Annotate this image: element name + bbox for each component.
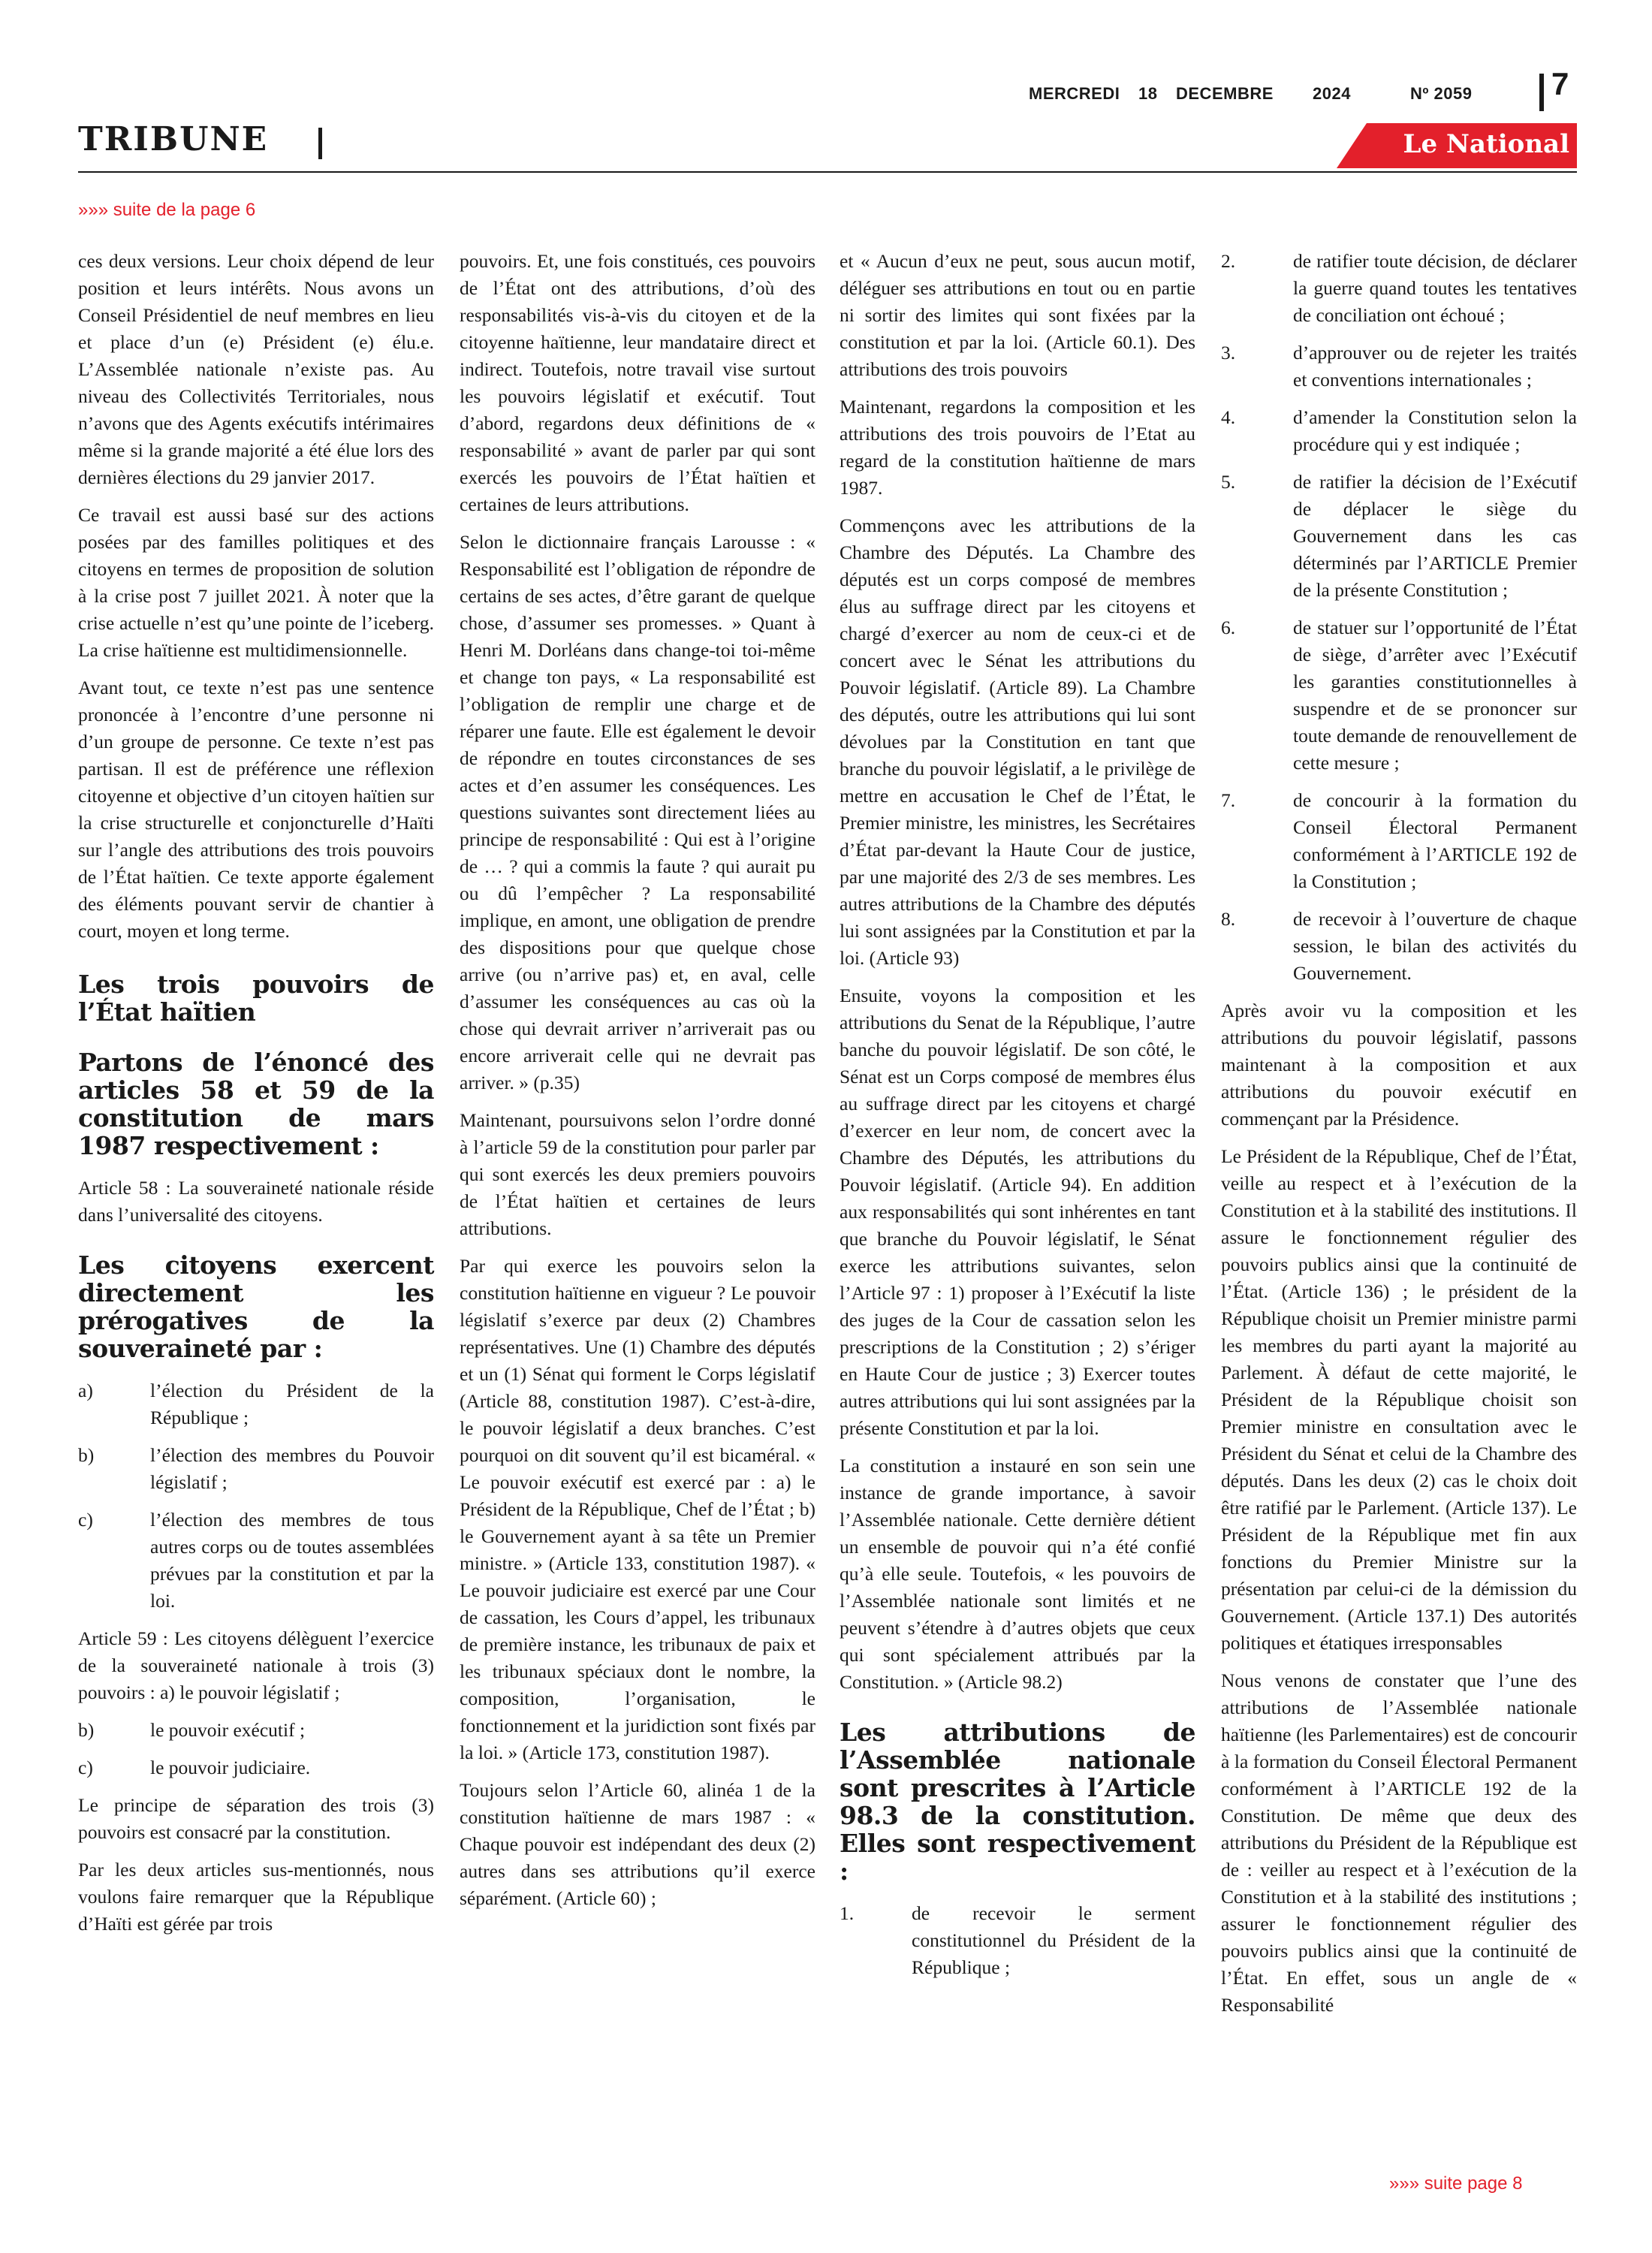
year: 2024	[1313, 84, 1351, 103]
list-marker: 5.	[1221, 471, 1236, 493]
paragraph: ces deux versions. Leur choix dépend de leur position et leurs intérêts. Nous avons un Conseil Présidentiel de neuf membres en lieu et place d’un (e) Président (e) élu.e. L’Assemblée nationale n’existe pas. Au niveau des Collectivités Territoriales, nous n’avons que des Agents exécutifs intérimaires même si la grande majorité a été élue lors des dernières élections du 29 janvier 2017.	[78, 250, 434, 488]
paragraph: Après avoir vu la composition et les attributions du pouvoir législatif, passons maintenant à la composition et aux attributions du pouvoir exécutif en commençant par la Présidence.	[1221, 1000, 1577, 1130]
list-marker: 7.	[1221, 789, 1236, 811]
paragraph: Ce travail est aussi basé sur des actions posées par des familles politiques et des citoyens en termes de proposition de solution à la crise post 7 juillet 2021. À noter que la crise actuelle n’est qu’une pointe de l’iceberg. La crise haïtienne est multidimensionnelle.	[78, 504, 434, 661]
list-item	[1221, 469, 1577, 604]
list-text: de ratifier toute décision, de déclarer la guerre quand toutes les tentatives de conciliation ont échoué ;	[1293, 250, 1577, 326]
paragraph: Toujours selon l’Article 60, alinéa 1 de la constitution haïtienne de mars 1987 : « Chaque pouvoir est indépendant des deux (2) autres dans ses attributions qu’il exerce séparément. (Article 60) ;	[460, 1779, 815, 1909]
list-marker: 3.	[1221, 342, 1236, 363]
issue-info	[1029, 84, 1494, 111]
list-item	[1221, 906, 1577, 987]
article-column-2	[460, 248, 815, 1923]
article-column-4	[1221, 248, 1577, 2029]
list-item	[78, 1507, 434, 1615]
list-text: l’élection des membres du Pouvoir législatif ;	[150, 1444, 434, 1493]
section-title: TRIBUNE	[78, 120, 269, 158]
list-text: d’amender la Constitution selon la procédure qui y est indiquée ;	[1293, 406, 1577, 455]
article-column-3	[840, 248, 1195, 1992]
header-rule	[78, 171, 1577, 173]
list-marker: 6.	[1221, 617, 1236, 638]
paragraph: Maintenant, poursuivons selon l’ordre donné à l’article 59 de la constitution pour parler par qui sont exercés les deux premiers pouvoirs de l’État haïtien et certaines de leurs attributions.	[460, 1109, 815, 1239]
continued-to-link[interactable]: »»» suite page 8	[1389, 2173, 1523, 2194]
subheading: Les attributions de l’Assemblée nationale sont prescrites à l’Article 98.3 de la constitution. Elles sont respectivement :	[840, 1718, 1195, 1886]
list-item	[1221, 248, 1577, 329]
paragraph: Commençons avec les attributions de la Chambre des Députés. La Chambre des députés est un corps composé de membres élus au suffrage direct par les citoyens et chargé d’exercer au nom de ceux-ci et de concert avec le Sénat les attributions du Pouvoir législatif. (Article 89). La Chambre des députés, outre les attributions qui lui sont dévolues par la Constitution en tant que branche du pouvoir législatif, a le privilège de mettre en accusation le Chef de l’État, le Premier ministre, les ministres, les Secrétaires d’État par-devant la Haute Cour de justice, par une majorité des 2/3 de ses membres. Les autres attributions de la Chambre des députés lui sont assignées par la Constitution et par la loi. (Article 93)	[840, 514, 1195, 969]
weekday: MERCREDI	[1029, 84, 1120, 103]
list-item	[840, 1900, 1195, 1981]
subheading: Les trois pouvoirs de l’État haïtien	[78, 970, 434, 1027]
list-item	[1221, 339, 1577, 394]
list-item	[78, 1442, 434, 1496]
paragraph: Maintenant, regardons la composition et les attributions des trois pouvoirs de l’Etat au regard de la constitution haïtienne de mars 1987.	[840, 396, 1195, 499]
list-text: d’approuver ou de rejeter les traités et conventions internationales ;	[1293, 342, 1577, 391]
list-marker: 4.	[1221, 406, 1236, 428]
subheading: Partons de l’énoncé des articles 58 et 59 de la constitution de mars 1987 respectivement :	[78, 1048, 434, 1160]
list-text: le pouvoir judiciaire.	[150, 1757, 311, 1778]
list-item	[78, 1717, 434, 1744]
paragraph: Par qui exerce les pouvoirs selon la constitution haïtienne en vigueur ? Le pouvoir législatif s’exerce par deux (2) Chambres représentatives. Une (1) Chambre des députés et un (1) Sénat qui forment le Corps législatif (Article 88, constitution 1987). C’est-à-dire, le pouvoir législatif a deux branches. C’est pourquoi on dit souvent qu’il est bicaméral. « Le pouvoir exécutif est exercé par : a) le Président de la République, Chef de l’État ; b) le Gouvernement ayant à sa tête un Premier ministre. » (Article 133, constitution 1987). « Le pouvoir judiciaire est exercé par une Cour de cassation, les Cours d’appel, les tribunaux de première instance, les tribunaux de paix et les tribunaux spéciaux dont le nombre, la composition, l’organisation, le fonctionnement et la juridiction sont fixés par la loi. » (Article 173, constitution 1987).	[460, 1255, 815, 1763]
newspaper-brand: Le National	[1403, 129, 1569, 159]
list-item	[78, 1377, 434, 1431]
page-number-divider	[1539, 74, 1544, 111]
paragraph: Le Président de la République, Chef de l’État, veille au respect et à l’exécution de la Constitution et à la stabilité des institutions. Il assure le fonctionnement régulier des pouvoirs publics ainsi que la continuité de l’État. (Article 136) ; le président de la République choisit un Premier ministre parmi les membres du parti ayant la majorité au Parlement. À défaut de cette majorité, le Président de la République choisit son Premier ministre en consultation avec le Président du Sénat et celui de la Chambre des députés. Dans les deux (2) cas le choix doit être ratifié par le Parlement. (Article 137). Le Président de la République met fin aux fonctions du Premier Ministre sur la présentation par celui-ci de la démission du Gouvernement. (Article 137.1) Des autorités politiques et étatiques irresponsables	[1221, 1145, 1577, 1654]
paragraph: Nous venons de constater que l’une des attributions de l’Assemblée nationale haïtienne (les Parlementaires) est de concourir à la formation du Conseil Électoral Permanent conformément à l’ARTICLE 192 de la Constitution. De même que deux des attributions du Président de la République est de : veiller au respect et à l’exécution de la Constitution et à la stabilité des institutions ; assurer le fonctionnement régulier des pouvoirs publics ainsi que la continuité de l’État. En effet, sous un angle de « Responsabilité	[1221, 1669, 1577, 2016]
list-marker: c)	[78, 1757, 93, 1778]
list-text: de recevoir le serment constitutionnel du Président de la République ;	[912, 1902, 1195, 1978]
list-marker: b)	[78, 1444, 95, 1466]
subheading: Les citoyens exercent directement les prérogatives de la souveraineté par :	[78, 1250, 434, 1363]
list-marker: b)	[78, 1719, 95, 1741]
list-item	[1221, 404, 1577, 458]
month: DECEMBRE	[1176, 84, 1274, 103]
list-text: le pouvoir exécutif ;	[150, 1719, 306, 1741]
page-number: 7	[1551, 66, 1569, 101]
day-number: 18	[1138, 84, 1158, 103]
paragraph: Par les deux articles sus-mentionnés, nous voulons faire remarquer que la République d’Haïti est gérée par trois	[78, 1859, 434, 1935]
article-column-1	[78, 248, 434, 1948]
list-marker: 2.	[1221, 250, 1236, 272]
list-marker: 8.	[1221, 908, 1236, 930]
continued-from-link[interactable]: »»» suite de la page 6	[78, 200, 256, 220]
list-text: l’élection du Président de la République ;	[150, 1380, 434, 1428]
paragraph: Article 59 : Les citoyens délèguent l’exercice de la souveraineté nationale à trois (3) pouvoirs : a) le pouvoir législatif ;	[78, 1627, 434, 1703]
issue-number: Nº 2059	[1410, 84, 1473, 103]
paragraph: et « Aucun d’eux ne peut, sous aucun motif, déléguer ses attributions en tout ou en partie ni sortir des limites qui sont fixées par la constitution et par la loi. (Article 60.1). Des attributions des trois pouvoirs	[840, 250, 1195, 380]
list-marker: 1.	[840, 1902, 855, 1924]
paragraph: Le principe de séparation des trois (3) pouvoirs est consacré par la constitution.	[78, 1794, 434, 1843]
paragraph: Avant tout, ce texte n’est pas une sentence prononcée à l’encontre d’une personne ni d’un groupe de personne. Ce texte n’est pas partisan. Il est de préférence une réflexion citoyenne et objective d’un citoyen haïtien sur la crise structurelle et conjoncturelle d’Haïti sur l’angle des attributions des trois pouvoirs de l’État haïtien. Ce texte apporte également des éléments pouvant servir de chantier à court, moyen et long terme.	[78, 677, 434, 942]
list-text: de ratifier la décision de l’Exécutif de déplacer le siège du Gouvernement dans les cas déterminés par l’ARTICLE Premier de la présente Constitution ;	[1293, 471, 1577, 601]
list-text: l’élection des membres de tous autres corps ou de toutes assemblées prévues par la constitution et par la loi.	[150, 1509, 434, 1612]
list-text: de statuer sur l’opportunité de l’État de siège, d’arrêter avec l’Exécutif les garanties constitutionnelles à suspendre et de se prononcer sur toute demande de renouvellement de cette mesure ;	[1293, 617, 1577, 774]
section-title-divider	[318, 128, 322, 159]
list-item	[78, 1754, 434, 1781]
list-marker: a)	[78, 1380, 93, 1401]
list-item	[1221, 614, 1577, 777]
list-text: de recevoir à l’ouverture de chaque session, le bilan des activités du Gouvernement.	[1293, 908, 1577, 984]
list-text: de concourir à la formation du Conseil Électoral Permanent conformément à l’ARTICLE 192 de la Constitution ;	[1293, 789, 1577, 892]
list-marker: c)	[78, 1509, 93, 1531]
paragraph: Selon le dictionnaire français Larousse : « Responsabilité est l’obligation de répondre de certains de ses actes, d’être garant de quelque chose, d’assumer ses promesses. » Quant à Henri M. Dorléans dans change-toi toi-même et change ton pays, « La responsabilité est l’obligation de remplir une charge et de réparer une faute. Elle est également le devoir de répondre en toutes circonstances de ses actes et d’en assumer les conséquences. Les questions suivantes sont directement liées au principe de responsabilité : Qui est à l’origine de … ? qui a commis la faute ? qui aurait pu ou dû l’empêcher ? La responsabilité implique, en amont, une obligation de prendre des dispositions pour que quelque chose arrive (ou n’arrive pas) et, en aval, celle d’assumer les conséquences au cas où la chose qui devrait arriver n’arriverait pas ou encore arriverait celle qui ne devrait pas arriver. » (p.35)	[460, 531, 815, 1093]
paragraph: Article 58 : La souveraineté nationale réside dans l’universalité des citoyens.	[78, 1177, 434, 1226]
paragraph: pouvoirs. Et, une fois constitués, ces pouvoirs de l’État ont des attributions, d’où des responsabilités vis-à-vis du citoyen et de la citoyenne haïtienne, leur mandataire direct et indirect. Toutefois, notre travail vise surtout les pouvoirs législatif et exécutif. Tout d’abord, regardons deux définitions de « responsabilité » avant de parler par qui sont exercés les pouvoirs de l’État haïtien et certaines de leurs attributions.	[460, 250, 815, 515]
paragraph: La constitution a instauré en son sein une instance de grande importance, à savoir l’Assemblée nationale. Cette dernière détient un ensemble de pouvoir qui n’a été confié qu’à elle seule. Toutefois, « les pouvoirs de l’Assemblée nationale sont limités et ne peuvent s’étendre à d’autres objets que ceux qui sont spécialement attribués par la Constitution. » (Article 98.2)	[840, 1455, 1195, 1693]
paragraph: Ensuite, voyons la composition et les attributions du Senat de la République, l’autre banche du pouvoir législatif. De son côté, le Sénat est un Corps composé de membres élus au suffrage direct par les citoyens et chargé d’exercer en leur nom, de concert avec la Chambre des Députés, les attributions du Pouvoir législatif. (Article 94). En addition aux responsabilités qui sont inhérentes en tant que branche du Pouvoir législatif, le Sénat exerce les attributions suivantes, selon l’Article 97 : 1) proposer à l’Exécutif la liste des juges de la Cour de cassation selon les prescriptions de la Constitution ; 2) s’ériger en Haute Cour de justice ; 3) Exercer toutes autres attributions qui lui sont assignées par la présente Constitution et par la loi.	[840, 985, 1195, 1439]
list-item	[1221, 787, 1577, 895]
